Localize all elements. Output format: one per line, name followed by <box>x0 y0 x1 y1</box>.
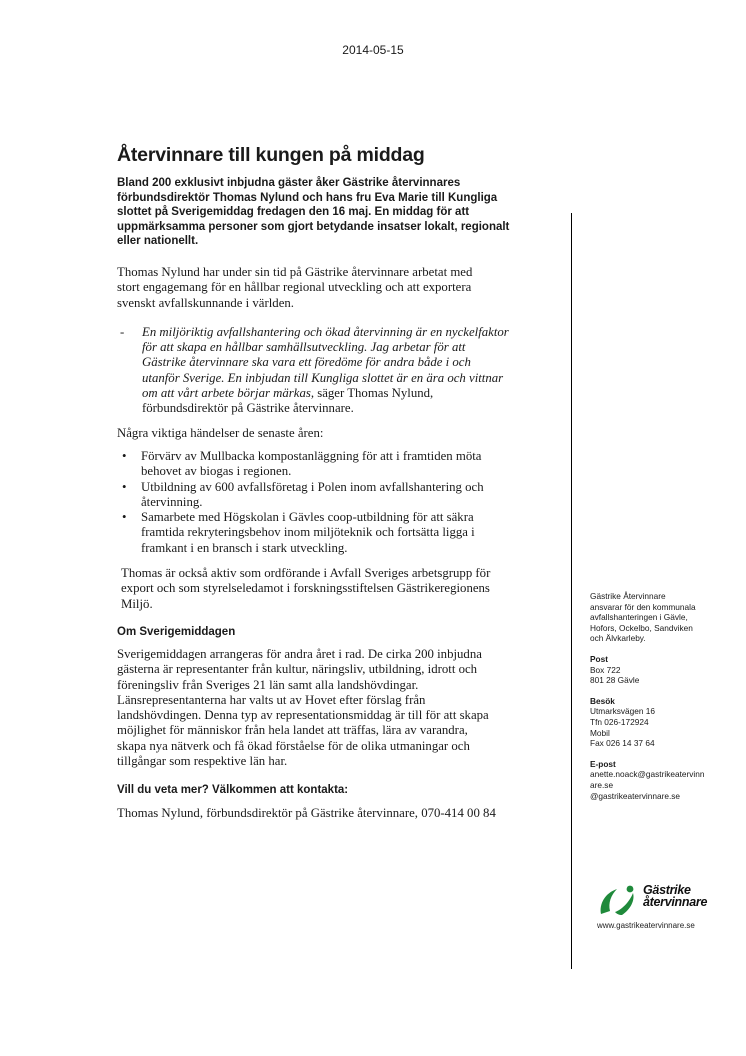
about-line: Sverigemiddagen arrangeras för andra året i rad. De cirka 200 inbjudna <box>117 646 482 661</box>
intro-line: stort engagemang för en hållbar regional utveckling och att exportera <box>117 280 472 295</box>
also-line: Miljö. <box>121 596 153 611</box>
list-item-line: framkant i en bransch i stark utveckling. <box>141 540 348 555</box>
list-item-line: återvinning. <box>141 494 203 509</box>
list-item-line: Förvärv av Mullbacka kompostanläggning för att i framtiden möta <box>141 448 482 463</box>
quote-speaker: säger Thomas Nylund, <box>314 386 434 401</box>
quote-line: En miljöriktig avfallshantering och ökad återvinning är en nyckelfaktor <box>142 324 509 339</box>
sidebar-email-heading: E-post <box>590 758 616 769</box>
also-paragraph <box>117 566 563 612</box>
logo-dot <box>627 886 634 893</box>
bullet-icon: • <box>122 510 127 525</box>
sidebar-email <box>590 759 740 801</box>
quote-dash: - <box>120 324 125 339</box>
sidebar-org <box>590 591 740 644</box>
company-logo <box>593 884 733 934</box>
logo-line1: Gästrike <box>643 883 691 897</box>
list-item-line: behovet av biogas i regionen. <box>141 464 292 479</box>
sidebar-email-line: are.se <box>590 779 614 790</box>
sidebar-post-heading: Post <box>590 653 608 664</box>
list-item <box>117 449 563 480</box>
leaf-swoosh-icon <box>597 884 641 918</box>
sidebar-post <box>590 654 740 686</box>
quote-line: Gästrike återvinnare ska vara ett föredöme för andra både i och <box>142 355 471 370</box>
list-item-line: Samarbete med Högskolan i Gävles coop-utbildning för att säkra <box>141 510 474 525</box>
sidebar-email-line: @gastrikeatervinnare.se <box>590 790 681 801</box>
about-line: gästerna är representanter från kultur, näringsliv, utbildning, idrott och <box>117 662 478 677</box>
bullet-icon: • <box>122 479 127 494</box>
sidebar-email-line: anette.noack@gastrikeatervinn <box>590 769 705 780</box>
list-item <box>117 480 563 511</box>
intro-line: Thomas Nylund har under sin tid på Gästrike återvinnare arbetat med <box>117 264 473 279</box>
lead-paragraph <box>117 176 563 249</box>
logo-url: www.gastrikeatervinnare.se <box>597 921 695 930</box>
sidebar-org-line: och Älvkarleby. <box>590 633 646 644</box>
also-line: export och som styrelseledamot i forskningsstiftelsen Gästrikeregionens <box>121 581 490 596</box>
list-item-line: Utbildning av 600 avfallsföretag i Polen inom avfallshantering och <box>141 479 484 494</box>
about-heading: Om Sverigemiddagen <box>117 625 236 638</box>
intro-line: svenskt avfallskunnande i världen. <box>117 295 294 310</box>
logo-line2: återvinnare <box>643 894 708 909</box>
sidebar-org-line: Gästrike Återvinnare <box>590 591 666 601</box>
sidebar-org-line: Hofors, Ockelbo, Sandviken <box>590 622 693 633</box>
quote-attribution: förbundsdirektör på Gästrike återvinnare. <box>142 401 354 416</box>
logo-swoosh-right <box>615 893 634 915</box>
quote-block <box>117 325 563 417</box>
sidebar-visit-line: Utmarksvägen 16 <box>590 706 656 717</box>
document-date: 2014-05-15 <box>342 43 404 57</box>
lead-line: Bland 200 exklusivt inbjudna gäster åker Gästrike återvinnares <box>117 177 461 189</box>
contact-heading: Vill du veta mer? Välkommen att kontakta: <box>117 784 349 797</box>
bullet-icon: • <box>122 448 127 463</box>
events-intro: Några viktiga händelser de senaste åren: <box>117 425 324 440</box>
about-line: landshövdingen. Denna typ av representationsmiddag är till för att skapa <box>117 708 489 723</box>
sidebar-visit-line: Mobil <box>590 727 610 738</box>
quote-line: för att skapa en hållbar samhällsutveckling. Jag arbetar för att <box>142 340 466 355</box>
about-line: möjlighet för människor från hela landet att träffas, lära av varandra, <box>117 723 468 738</box>
about-line: tillgångar som respektive län har. <box>117 753 288 768</box>
lead-line: uppmärksamma personer som gjort betydande insatser lokalt, regionalt <box>117 220 510 233</box>
sidebar <box>590 591 740 811</box>
contact-line: Thomas Nylund, förbundsdirektör på Gästrike återvinnare, 070-414 00 84 <box>117 806 496 821</box>
about-line: skapa nya nätverk och få ökad förståelse för de olika utmaningar och <box>117 738 470 753</box>
about-line: föreningsliv från Sveriges 21 län samt alla landshövdingar. <box>117 677 419 692</box>
article-title: Återvinnare till kungen på middag <box>117 144 425 166</box>
article-body <box>117 143 563 836</box>
about-line: Länsrepresentanterna har valts ut av Hovet efter förslag från <box>117 692 426 707</box>
sidebar-visit-line: Fax 026 14 37 64 <box>590 738 655 749</box>
sidebar-org-line: avfallshanteringen i Gävle, <box>590 612 688 623</box>
about-paragraph <box>117 647 563 769</box>
sidebar-visit-line: Tfn 026-172924 <box>590 716 649 727</box>
also-line: Thomas är också aktiv som ordförande i Avfall Sveriges arbetsgrupp för <box>121 566 491 581</box>
quote-italic-part: om att vårt arbete börjar märkas, <box>142 386 315 401</box>
sidebar-post-line: 801 28 Gävle <box>590 675 640 686</box>
lead-line: eller nationellt. <box>117 235 199 248</box>
list-item <box>117 510 563 556</box>
intro-paragraph <box>117 265 563 311</box>
sidebar-post-line: Box 722 <box>590 664 621 675</box>
sidebar-visit <box>590 696 740 749</box>
list-item-line: framtida rekryteringsbehov inom miljöteknik och fortsätta ligga i <box>141 525 475 540</box>
events-list <box>117 449 563 556</box>
lead-line: slottet på Sverigemiddag fredagen den 16 maj. En middag för att <box>117 206 470 219</box>
quote-line-last <box>142 386 563 401</box>
logo-wordmark <box>643 885 707 908</box>
logo-swoosh-left <box>601 889 617 914</box>
lead-line: förbundsdirektör Thomas Nylund och hans fru Eva Marie till Kungliga <box>117 191 498 204</box>
sidebar-visit-heading: Besök <box>590 695 615 706</box>
column-divider <box>571 213 572 969</box>
quote-line: utanför Sverige. En inbjudan till Kungliga slottet är en ära och vittnar <box>142 370 504 385</box>
sidebar-org-line: ansvarar för den kommunala <box>590 601 696 612</box>
